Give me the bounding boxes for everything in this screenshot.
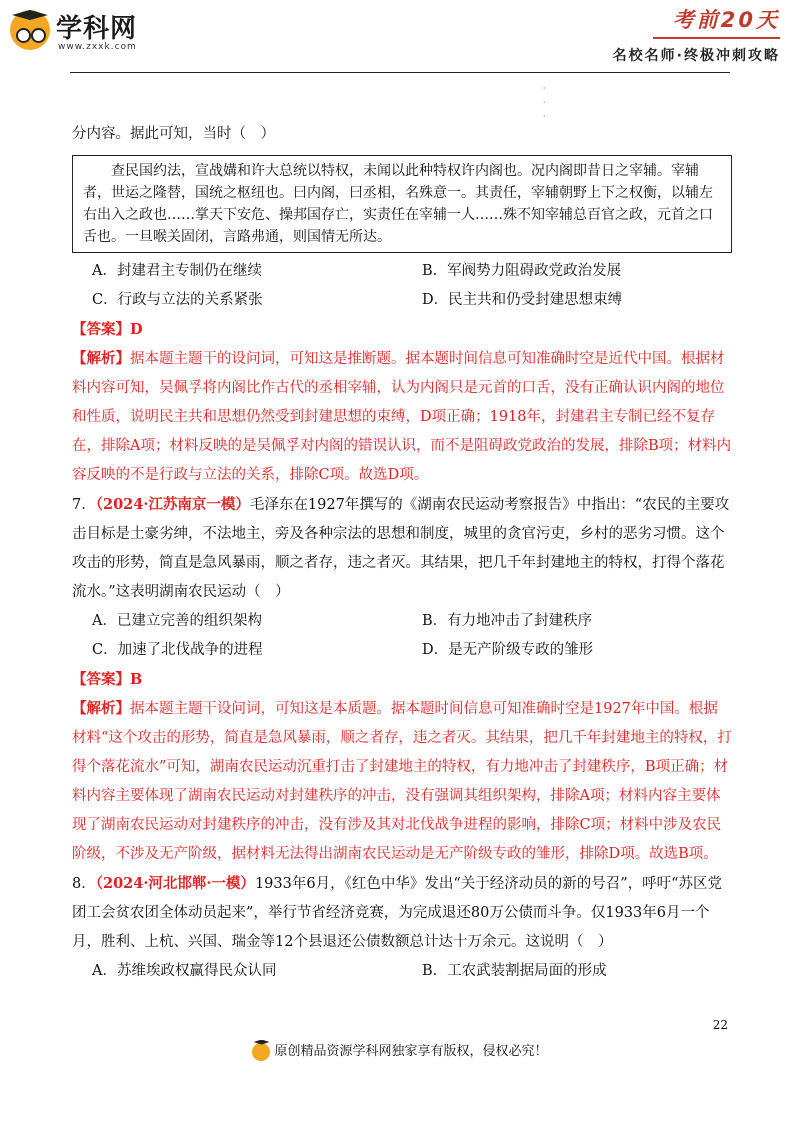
q6-answer: 【答案】D bbox=[72, 321, 143, 338]
page-header bbox=[0, 0, 800, 80]
page-content bbox=[72, 120, 732, 986]
q7-analysis-text: 据本题主题干设问词，可知这是本质题。据本题时间信息可知准确时空是1927年中国。根据材料“这个攻击的形势，简直是急风暴雨，顺之者存，违之者灭。其结果，把几千年封建地主的特权，打得个落花流水”可知，湖南农民运动沉重打击了封建地主的特权，有力地冲击了封建秩序，B项正确；材料内容主要体现了湖南农民运动对封建秩序的冲击，没有强调其组织架构，排除A项；材料内容主要体现了湖南农民运动对封建秩序的冲击，没有涉及其对北伐战争进程的影响，排除C项；材料中涉及农民阶级，不涉及无产阶级，据材料无法得出湖南农民运动是无产阶级专政的雏形，排除D项。故选B项。 bbox=[72, 701, 732, 862]
q6-material-box: 查民国约法，宣战媾和许大总统以特权，未闻以此种特权许内阁也。况内阁即昔日之宰辅。宰辅者，世运之隆替，国统之枢纽也。曰内阁，曰丞相，名殊意一。其责任，宰辅朝野上下之权衡，以辅左右出入之政也……掌天下安危、操邦国存亡，实责任在宰辅一人……殊不知宰辅总百官之政，元首之口舌也。一旦喉关固闭，言路弗通，则国情无所达。 bbox=[72, 155, 732, 253]
q7-option-b: B．有力地冲击了封建秩序 bbox=[422, 613, 593, 629]
q6-analysis bbox=[72, 344, 732, 490]
q7-stem bbox=[72, 490, 732, 607]
header-divider bbox=[70, 72, 730, 73]
logo-mascot-icon bbox=[10, 10, 50, 50]
q7-options bbox=[72, 607, 732, 665]
q7-number: 7． bbox=[72, 497, 96, 513]
q6-option-a: A．封建君主专制仍在继续 bbox=[92, 263, 262, 279]
q8-option-b: B．工农武装割据局面的形成 bbox=[422, 963, 607, 979]
footer-mascot-icon bbox=[252, 1043, 270, 1061]
logo-text: 学科网 bbox=[56, 14, 138, 44]
logo-url: www.zxxk.com bbox=[58, 42, 137, 52]
q7-option-a: A．已建立完善的组织架构 bbox=[92, 613, 262, 629]
q7-source: （2024·江苏南京一模） bbox=[95, 496, 250, 513]
page-footer bbox=[0, 1040, 800, 1061]
q6-analysis-label: 【解析】 bbox=[72, 350, 130, 367]
q7-option-d: D．是无产阶级专政的雏形 bbox=[422, 642, 594, 658]
footer-copyright: 原创精品资源学科网独家享有版权，侵权必究！ bbox=[274, 1044, 548, 1059]
q8-options bbox=[72, 957, 732, 986]
q6-options bbox=[72, 257, 732, 315]
brand-block bbox=[613, 4, 780, 65]
q8-option-a: A．苏维埃政权赢得民众认同 bbox=[92, 963, 277, 979]
brand-underline bbox=[653, 37, 780, 39]
q6-option-b: B．军阀势力阻碍政党政治发展 bbox=[422, 263, 622, 279]
decorative-dots: · · · bbox=[543, 84, 546, 121]
page-number: 22 bbox=[712, 1018, 728, 1032]
q6-option-c: C．行政与立法的关系紧张 bbox=[92, 292, 263, 308]
q8-stem-text: 1933年6月，《红色中华》发出“关于经济动员的新的号召”，呼吁“苏区党团工会贫农团全体动员起来”，举行节省经济竞赛，为完成退还80万公债而斗争。仅1933年6月一个月，胜利、上杭、兴国、瑞金等12个县退还公债数额总计达十万余元。这说明（ ） bbox=[72, 876, 723, 950]
q6-stem-tail: 分内容。据此可知，当时（ ） bbox=[72, 126, 275, 142]
q6-analysis-text: 据本题主题干的设问词，可知这是推断题。据本题时间信息可知准确时空是近代中国。根据材料内容可知，吴佩孚将内阁比作古代的丞相宰辅，认为内阁只是元首的口舌，没有正确认识内阁的地位和性质，说明民主共和思想仍然受到封建思想的束缚，D项正确；1918年，封建君主专制已经不复存在，排除A项；材料反映的是吴佩孚对内阁的错误认识，而不是阻碍政党政治的发展，排除B项；材料内容反映的不是行政与立法的关系，排除C项。故选D项。 bbox=[72, 351, 732, 483]
q6-option-d: D．民主共和仍受封建思想束缚 bbox=[422, 292, 623, 308]
q7-option-c: C．加速了北伐战争的进程 bbox=[92, 642, 263, 658]
q7-analysis bbox=[72, 694, 732, 869]
brand-title: 考前20天 bbox=[672, 8, 780, 32]
zxxk-logo bbox=[10, 8, 160, 56]
q7-answer: 【答案】B bbox=[72, 671, 143, 688]
brand-subtitle: 名校名师·终极冲刺攻略 bbox=[612, 48, 780, 64]
q7-stem-text: 毛泽东在1927年撰写的《湖南农民运动考察报告》中指出：“农民的主要攻击目标是土豪劣绅，不法地主，旁及各种宗法的思想和制度，城里的贪官污吏，乡村的恶劣习惯。这个攻击的形势，简直是急风暴雨，顺之者存，违之者灭。其结果，把几千年封建地主的特权，打得个落花流水。”这表明湖南农民运动（ ） bbox=[72, 497, 730, 600]
q8-stem bbox=[72, 869, 732, 957]
q8-source: （2024·河北邯郸·一模） bbox=[95, 875, 255, 892]
q7-analysis-label: 【解析】 bbox=[72, 700, 130, 717]
q8-number: 8． bbox=[72, 876, 96, 892]
